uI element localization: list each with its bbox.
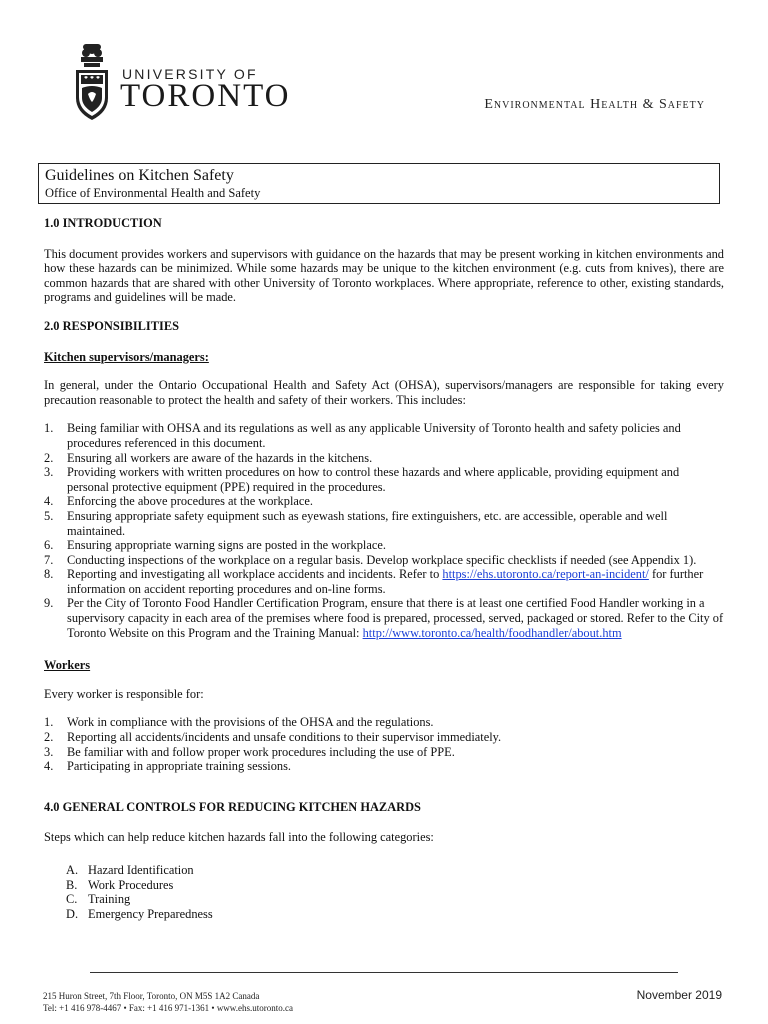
control-categories-list xyxy=(44,863,724,921)
list-item: 8. Reporting and investigating all workplace accidents and incidents. Refer to https://ehs.utoronto.ca/report-an-incident/ for further information on accident reporting procedures and on-line forms. xyxy=(44,567,704,596)
page-header xyxy=(0,0,768,140)
list-item: A. Hazard Identification xyxy=(66,863,194,877)
list-item: 2. Reporting all accidents/incidents and unsafe conditions to their supervisor immediately. xyxy=(44,730,502,745)
supervisors-intro-paragraph: In general, under the Ontario Occupational Health and Safety Act (OHSA), supervisors/managers are responsible for taking every precaution reasonable to protect the health and safety of their workers. This includes: xyxy=(44,378,724,407)
list-item: 1. Work in compliance with the provisions of the OHSA and the regulations. xyxy=(44,715,434,730)
document-body xyxy=(44,216,724,935)
document-title: Guidelines on Kitchen Safety xyxy=(45,167,234,184)
supervisors-subheading: Kitchen supervisors/managers: xyxy=(44,349,209,364)
footer-divider xyxy=(90,972,678,973)
document-subtitle: Office of Environmental Health and Safety xyxy=(45,186,261,200)
list-item: 3. Providing workers with written procedures on how to control these hazards and where applicable, providing equipment and personal protective equipment (PPE) required in the procedures. xyxy=(44,465,680,494)
list-item: 4. Participating in appropriate training sessions. xyxy=(44,759,292,774)
section-heading-general-controls: 4.0 GENERAL CONTROLS FOR REDUCING KITCHEN HAZARDS xyxy=(44,799,421,814)
list-item: 7. Conducting inspections of the workplace on a regular basis. Develop workplace specific checklists if needed (see Appendix 1). xyxy=(44,552,697,567)
list-item: 6. Ensuring appropriate warning signs are posted in the workplace. xyxy=(44,538,386,553)
general-controls-intro: Steps which can help reduce kitchen hazards fall into the following categories: xyxy=(44,830,434,845)
list-item: D. Emergency Preparedness xyxy=(66,906,213,921)
university-crest-icon xyxy=(73,42,111,122)
list-item: 5. Ensuring appropriate safety equipment such as eyewash stations, fire extinguishers, etc. are accessible, operable and well maintained. xyxy=(44,508,668,538)
list-item: B. Work Procedures xyxy=(66,877,174,892)
document-title-box xyxy=(38,163,720,204)
footer-address: 215 Huron Street, 7th Floor, Toronto, ON M5S 1A2 Canada xyxy=(43,991,260,1001)
food-handler-link[interactable]: http://www.toronto.ca/health/foodhandler/about.htm xyxy=(362,625,622,640)
report-incident-link[interactable]: https://ehs.utoronto.ca/report-an-incident/ xyxy=(442,567,649,582)
list-item: C. Training xyxy=(66,892,131,907)
workers-subheading: Workers xyxy=(44,658,91,673)
section-heading-responsibilities: 2.0 RESPONSIBILITIES xyxy=(44,318,179,333)
section-heading-introduction: 1.0 INTRODUCTION xyxy=(44,216,162,230)
list-item: 3. Be familiar with and follow proper work procedures including the use of PPE. xyxy=(44,744,455,759)
list-item: 4. Enforcing the above procedures at the workplace. xyxy=(44,494,313,509)
list-item: 9. Per the City of Toronto Food Handler Certification Program, ensure that there is at least one certified Food Handler working in a supervisory capacity in each area of the premises where food is prepared, processed, served, packaged or stored. Refer to the City of Toronto Website on this Program and the Training Manual: http://www.toronto.ca/health/foodhandler/about.htm xyxy=(44,596,724,640)
supervisor-responsibilities-list xyxy=(44,421,724,640)
list-item: 2. Ensuring all workers are aware of the hazards in the kitchens. xyxy=(44,450,373,465)
list-item: 1. Being familiar with OHSA and its regulations as well as any applicable University of Toronto health and safety policies and procedures referenced in this document. xyxy=(44,421,681,450)
toronto-wordmark: TORONTO xyxy=(120,78,291,114)
workers-intro-paragraph: Every worker is responsible for: xyxy=(44,686,204,701)
document-date: November 2019 xyxy=(636,988,722,1002)
footer-address-block xyxy=(43,990,293,1014)
department-name: Environmental Health & Safety xyxy=(484,97,705,112)
worker-responsibilities-list xyxy=(44,715,724,773)
introduction-paragraph: This document provides workers and supervisors with guidance on the hazards that may be present working in kitchen environments and how these hazards can be minimized. While some hazards may be unique to the kitchen environment (e.g. cuts from knives), there are common hazards that are shared with other University of Toronto workplaces. Where appropriate, reference to other, existing standards, programs and guidelines will be made. xyxy=(44,246,724,305)
university-of-wordmark: UNIVERSITY OF xyxy=(122,66,258,82)
footer-contact: Tel: +1 416 978-4467 • Fax: +1 416 971-1361 • www.ehs.utoronto.ca xyxy=(43,1003,293,1013)
